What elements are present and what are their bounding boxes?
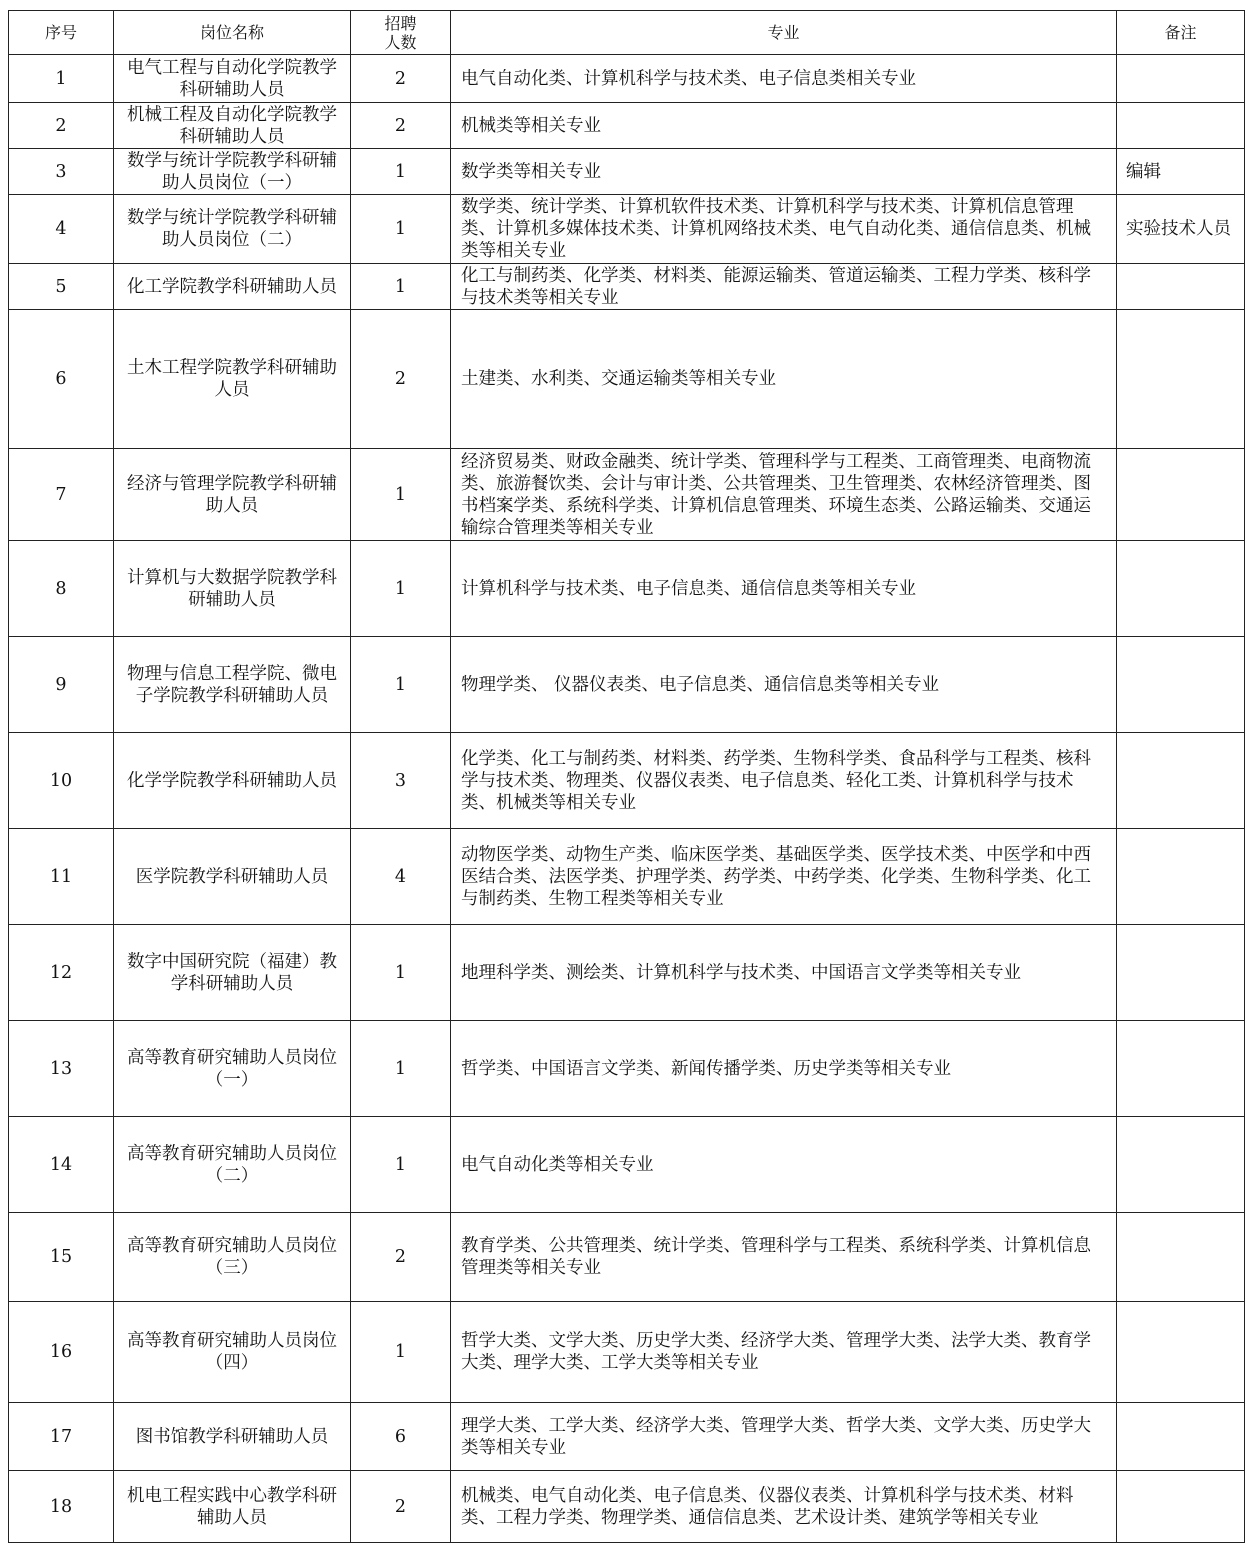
row-count: 1	[351, 149, 451, 195]
row-position: 经济与管理学院教学科研辅助人员	[114, 449, 351, 541]
row-remark	[1117, 1471, 1245, 1543]
row-major: 地理科学类、测绘类、计算机科学与技术类、中国语言文学类等相关专业	[451, 925, 1117, 1021]
row-index: 1	[9, 55, 114, 103]
row-major: 物理学类、 仪器仪表类、电子信息类、通信信息类等相关专业	[451, 637, 1117, 733]
row-major: 理学大类、工学大类、经济学大类、管理学大类、哲学大类、文学大类、历史学大类等相关专业	[451, 1403, 1117, 1471]
row-major: 动物医学类、动物生产类、临床医学类、基础医学类、医学技术类、中医学和中西医结合类、法医学类、护理学类、药学类、中药学类、化学类、生物科学类、化工与制药类、生物工程类等相关专业	[451, 829, 1117, 925]
row-position: 机电工程实践中心教学科研辅助人员	[114, 1471, 351, 1543]
row-remark	[1117, 733, 1245, 829]
row-index: 8	[9, 541, 114, 637]
row-position: 数学与统计学院教学科研辅助人员岗位（一）	[114, 149, 351, 195]
row-count: 1	[351, 925, 451, 1021]
row-count: 1	[351, 449, 451, 541]
row-remark	[1117, 925, 1245, 1021]
table-row	[9, 637, 1245, 733]
row-position: 土木工程学院教学科研辅助人员	[114, 310, 351, 449]
table-row	[9, 264, 1245, 310]
row-index: 13	[9, 1021, 114, 1117]
row-remark	[1117, 310, 1245, 449]
row-index: 10	[9, 733, 114, 829]
header-index: 序号	[9, 11, 114, 55]
row-position: 化工学院教学科研辅助人员	[114, 264, 351, 310]
row-major: 土建类、水利类、交通运输类等相关专业	[451, 310, 1117, 449]
table-body	[9, 55, 1245, 1543]
row-major: 机械类、电气自动化类、电子信息类、仪器仪表类、计算机科学与技术类、材料类、工程力学类、物理学类、通信信息类、艺术设计类、建筑学等相关专业	[451, 1471, 1117, 1543]
row-major: 经济贸易类、财政金融类、统计学类、管理科学与工程类、工商管理类、电商物流类、旅游餐饮类、会计与审计类、公共管理类、卫生管理类、农林经济管理类、图书档案学类、系统科学类、计算机信息管理类、环境生态类、公路运输类、交通运输综合管理类等相关专业	[451, 449, 1117, 541]
row-index: 3	[9, 149, 114, 195]
row-remark	[1117, 1021, 1245, 1117]
row-count: 2	[351, 1471, 451, 1543]
row-remark	[1117, 449, 1245, 541]
row-position: 电气工程与自动化学院教学科研辅助人员	[114, 55, 351, 103]
row-position: 物理与信息工程学院、微电子学院教学科研辅助人员	[114, 637, 351, 733]
row-index: 7	[9, 449, 114, 541]
row-count: 6	[351, 1403, 451, 1471]
header-position: 岗位名称	[114, 11, 351, 55]
row-major: 计算机科学与技术类、电子信息类、通信信息类等相关专业	[451, 541, 1117, 637]
row-major: 教育学类、公共管理类、统计学类、管理科学与工程类、系统科学类、计算机信息管理类等相关专业	[451, 1213, 1117, 1302]
table-row	[9, 1021, 1245, 1117]
table-row	[9, 1403, 1245, 1471]
recruitment-table	[8, 10, 1245, 1543]
row-count: 2	[351, 310, 451, 449]
row-count: 1	[351, 1117, 451, 1213]
row-index: 12	[9, 925, 114, 1021]
row-remark: 编辑	[1117, 149, 1245, 195]
row-remark	[1117, 541, 1245, 637]
row-count: 1	[351, 195, 451, 264]
table-row	[9, 925, 1245, 1021]
row-remark	[1117, 103, 1245, 149]
row-major: 电气自动化类等相关专业	[451, 1117, 1117, 1213]
row-major: 化学类、化工与制药类、材料类、药学类、生物科学类、食品科学与工程类、核科学与技术类、物理类、仪器仪表类、电子信息类、轻化工类、计算机科学与技术类、机械类等相关专业	[451, 733, 1117, 829]
header-row	[9, 11, 1245, 55]
row-remark: 实验技术人员	[1117, 195, 1245, 264]
row-count: 1	[351, 541, 451, 637]
row-count: 2	[351, 55, 451, 103]
row-remark	[1117, 637, 1245, 733]
table-row	[9, 449, 1245, 541]
row-position: 数字中国研究院（福建）教学科研辅助人员	[114, 925, 351, 1021]
row-count: 4	[351, 829, 451, 925]
row-count: 2	[351, 103, 451, 149]
row-position: 计算机与大数据学院教学科研辅助人员	[114, 541, 351, 637]
row-index: 16	[9, 1302, 114, 1403]
row-position: 高等教育研究辅助人员岗位（四）	[114, 1302, 351, 1403]
table-row	[9, 1213, 1245, 1302]
row-remark	[1117, 1117, 1245, 1213]
row-count: 1	[351, 264, 451, 310]
row-position: 化学学院教学科研辅助人员	[114, 733, 351, 829]
row-count: 2	[351, 1213, 451, 1302]
header-major: 专业	[451, 11, 1117, 55]
row-position: 高等教育研究辅助人员岗位（三）	[114, 1213, 351, 1302]
header-count	[351, 11, 451, 55]
header-remark: 备注	[1117, 11, 1245, 55]
row-position: 医学院教学科研辅助人员	[114, 829, 351, 925]
table-row	[9, 1471, 1245, 1543]
row-index: 9	[9, 637, 114, 733]
row-position: 高等教育研究辅助人员岗位（一）	[114, 1021, 351, 1117]
table-row	[9, 103, 1245, 149]
row-remark	[1117, 1213, 1245, 1302]
row-index: 14	[9, 1117, 114, 1213]
table-row	[9, 733, 1245, 829]
row-major: 哲学类、中国语言文学类、新闻传播学类、历史学类等相关专业	[451, 1021, 1117, 1117]
row-major: 化工与制药类、化学类、材料类、能源运输类、管道运输类、工程力学类、核科学与技术类等相关专业	[451, 264, 1117, 310]
row-major: 电气自动化类、计算机科学与技术类、电子信息类相关专业	[451, 55, 1117, 103]
table-row	[9, 1302, 1245, 1403]
row-index: 6	[9, 310, 114, 449]
row-count: 1	[351, 1302, 451, 1403]
row-index: 4	[9, 195, 114, 264]
row-index: 17	[9, 1403, 114, 1471]
row-major: 数学类、统计学类、计算机软件技术类、计算机科学与技术类、计算机信息管理类、计算机多媒体技术类、计算机网络技术类、电气自动化类、通信信息类、机械类等相关专业	[451, 195, 1117, 264]
row-position: 高等教育研究辅助人员岗位（二）	[114, 1117, 351, 1213]
table-row	[9, 310, 1245, 449]
row-remark	[1117, 264, 1245, 310]
row-count: 1	[351, 1021, 451, 1117]
row-remark	[1117, 1403, 1245, 1471]
row-index: 11	[9, 829, 114, 925]
row-index: 2	[9, 103, 114, 149]
row-remark	[1117, 1302, 1245, 1403]
table-row	[9, 55, 1245, 103]
row-count: 3	[351, 733, 451, 829]
row-index: 5	[9, 264, 114, 310]
table-row	[9, 541, 1245, 637]
header-count-label: 招聘 人数	[384, 13, 417, 52]
row-major: 哲学大类、文学大类、历史学大类、经济学大类、管理学大类、法学大类、教育学大类、理学大类、工学大类等相关专业	[451, 1302, 1117, 1403]
row-count: 1	[351, 637, 451, 733]
row-index: 18	[9, 1471, 114, 1543]
row-major: 数学类等相关专业	[451, 149, 1117, 195]
row-remark	[1117, 55, 1245, 103]
row-position: 机械工程及自动化学院教学科研辅助人员	[114, 103, 351, 149]
table-row	[9, 195, 1245, 264]
row-position: 图书馆教学科研辅助人员	[114, 1403, 351, 1471]
table-row	[9, 1117, 1245, 1213]
row-remark	[1117, 829, 1245, 925]
table-row	[9, 149, 1245, 195]
table-row	[9, 829, 1245, 925]
row-position: 数学与统计学院教学科研辅助人员岗位（二）	[114, 195, 351, 264]
row-major: 机械类等相关专业	[451, 103, 1117, 149]
row-index: 15	[9, 1213, 114, 1302]
